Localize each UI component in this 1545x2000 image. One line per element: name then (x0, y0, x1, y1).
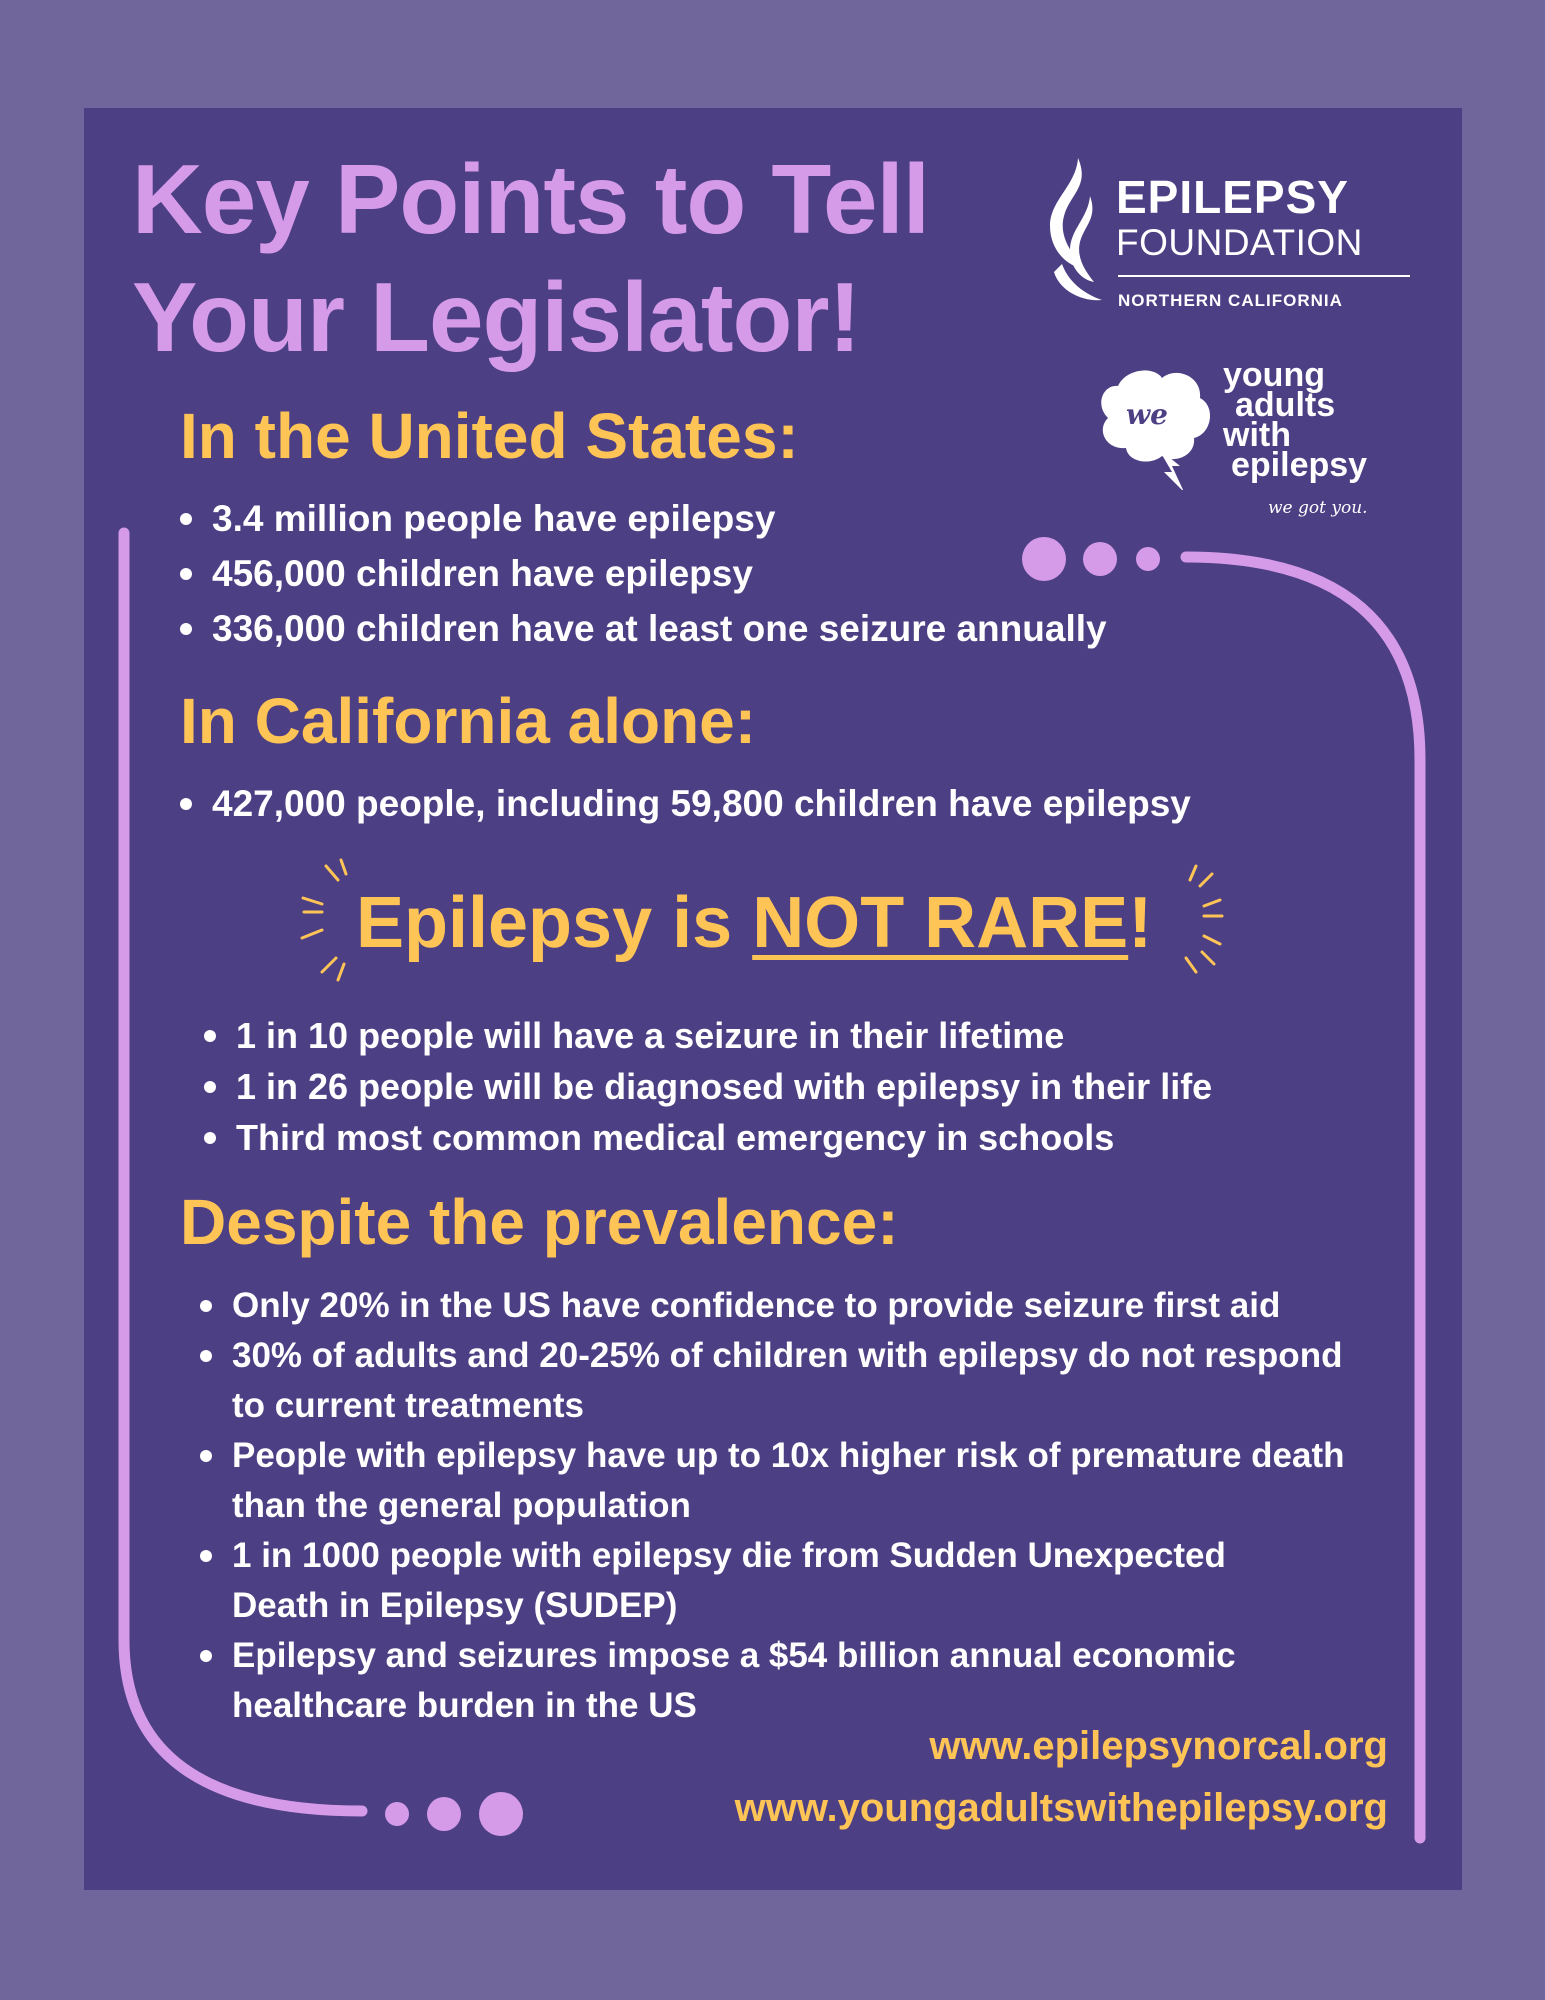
list-california (174, 776, 1191, 831)
logo-tagline: we got you. (1268, 498, 1368, 518)
list-item: 30% of adults and 20-25% of children with epilepsy do not respond to current treatments (194, 1331, 1372, 1431)
logo-word-4: epilepsy (1231, 446, 1368, 484)
logo-divider (1118, 275, 1410, 277)
list-item: People with epilepsy have up to 10x higher risk of premature death than the general population (194, 1431, 1372, 1531)
list-item: 456,000 children have epilepsy (174, 546, 1107, 601)
logo-words (1223, 356, 1368, 484)
dot-bottom-medium (427, 1797, 461, 1831)
logo-sub: FOUNDATION (1116, 222, 1363, 263)
dot-top-small (1136, 547, 1160, 571)
link-youngadultswithepilepsy[interactable]: www.youngadultswithepilepsy.org (734, 1786, 1388, 1830)
title-line-1: Key Points to Tell (132, 144, 929, 254)
not-rare-emphasis: NOT RARE (752, 883, 1129, 963)
title-line-2: Your Legislator! (132, 262, 861, 372)
list-item: 1 in 1000 people with epilepsy die from Sudden Unexpected Death in Epilepsy (SUDEP) (194, 1531, 1332, 1631)
logo-region: NORTHERN CALIFORNIA (1118, 291, 1343, 310)
list-item: 3.4 million people have epilepsy (174, 491, 1107, 546)
list-despite (194, 1281, 1394, 1731)
link-epilepsynorcal[interactable]: www.epilepsynorcal.org (929, 1724, 1388, 1768)
page-title (132, 140, 929, 376)
brain-icon (1088, 360, 1218, 490)
list-united-states (174, 491, 1107, 656)
heading-united-states: In the United States: (180, 400, 799, 472)
heading-despite: Despite the prevalence: (180, 1186, 899, 1258)
badge-text: we (1126, 398, 1168, 431)
young-adults-logo (1088, 356, 1388, 530)
not-rare-suffix: ! (1128, 883, 1153, 963)
logo-word-1: young (1223, 356, 1325, 394)
dot-bottom-large (479, 1792, 523, 1836)
list-item: Only 20% in the US have confidence to provide seizure first aid (194, 1281, 1394, 1331)
logo-word-3: with (1223, 416, 1291, 454)
sparkle-right (1186, 866, 1222, 972)
list-item: 1 in 26 people will be diagnosed with epilepsy in their life (198, 1061, 1212, 1112)
not-rare-headline (356, 878, 1186, 968)
list-item: 427,000 people, including 59,800 children have epilepsy (174, 776, 1191, 831)
list-item: 336,000 children have at least one seizure annually (174, 601, 1107, 656)
epilepsy-foundation-logo (1040, 150, 1380, 320)
dot-bottom-small (385, 1802, 409, 1826)
list-item: Third most common medical emergency in schools (198, 1112, 1212, 1163)
heading-california: In California alone: (180, 685, 757, 757)
flame-icon (1040, 156, 1110, 306)
logo-name: EPILEPSY (1116, 171, 1349, 223)
sparkle-left (302, 860, 346, 980)
list-item: Epilepsy and seizures impose a $54 billion annual economic healthcare burden in the US (194, 1631, 1372, 1731)
logo-word-2: adults (1235, 386, 1336, 424)
list-not-rare (198, 1010, 1212, 1163)
not-rare-prefix: Epilepsy is (356, 883, 753, 963)
list-item: 1 in 10 people will have a seizure in their lifetime (198, 1010, 1212, 1061)
